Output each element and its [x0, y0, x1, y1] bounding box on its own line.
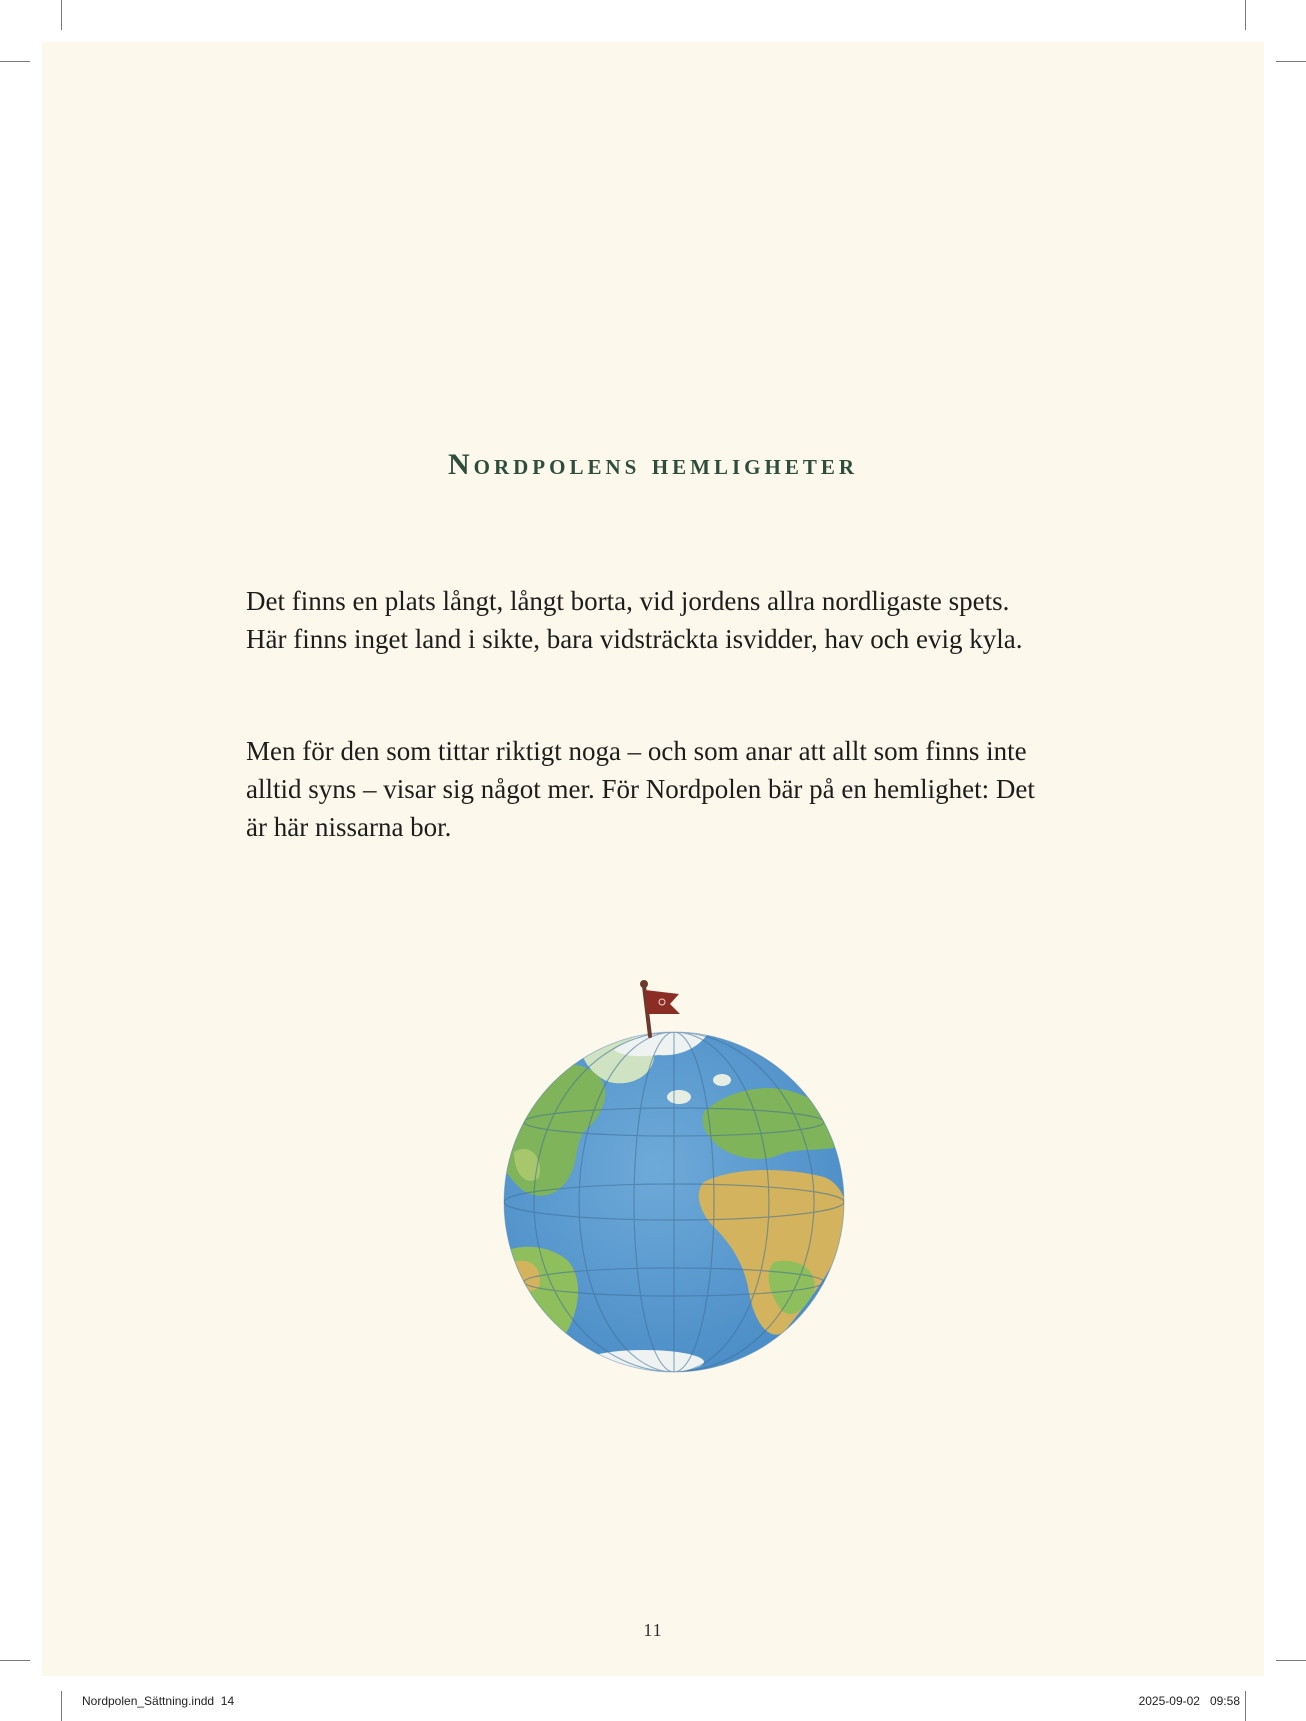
crop-mark-bottom-right — [1245, 1691, 1246, 1721]
crop-mark-bottom-left — [61, 1691, 62, 1721]
page-number: 11 — [643, 1620, 663, 1640]
print-slug-filename: Nordpolen_Sättning.indd 14 — [82, 1694, 235, 1708]
crop-mark-left-top — [0, 61, 30, 62]
print-slug-datetime: 2025-09-02 09:58 — [1138, 1694, 1240, 1708]
crop-mark-top-left — [61, 0, 62, 30]
book-page — [42, 42, 1264, 1676]
globe-with-flag-icon — [474, 962, 874, 1382]
crop-mark-top-right — [1245, 0, 1246, 30]
crop-mark-right-bottom — [1276, 1660, 1306, 1661]
chapter-title: Nordpolens hemligheter — [447, 448, 859, 481]
crop-mark-right-top — [1276, 61, 1306, 62]
crop-mark-left-bottom — [0, 1660, 30, 1661]
body-paragraph-2: Men för den som tittar riktigt noga – och som anar att allt som finns inte alltid syns – visar sig något mer. För Nordpolen bär på en hemlighet: Det är här nissarna bor. — [246, 736, 1035, 842]
body-paragraph-1: Det finns en plats långt, långt borta, vid jordens allra nordligaste spets. Här finns inget land i sikte, bara vidsträckta isvidder, hav och evig kyla. — [246, 586, 1023, 654]
